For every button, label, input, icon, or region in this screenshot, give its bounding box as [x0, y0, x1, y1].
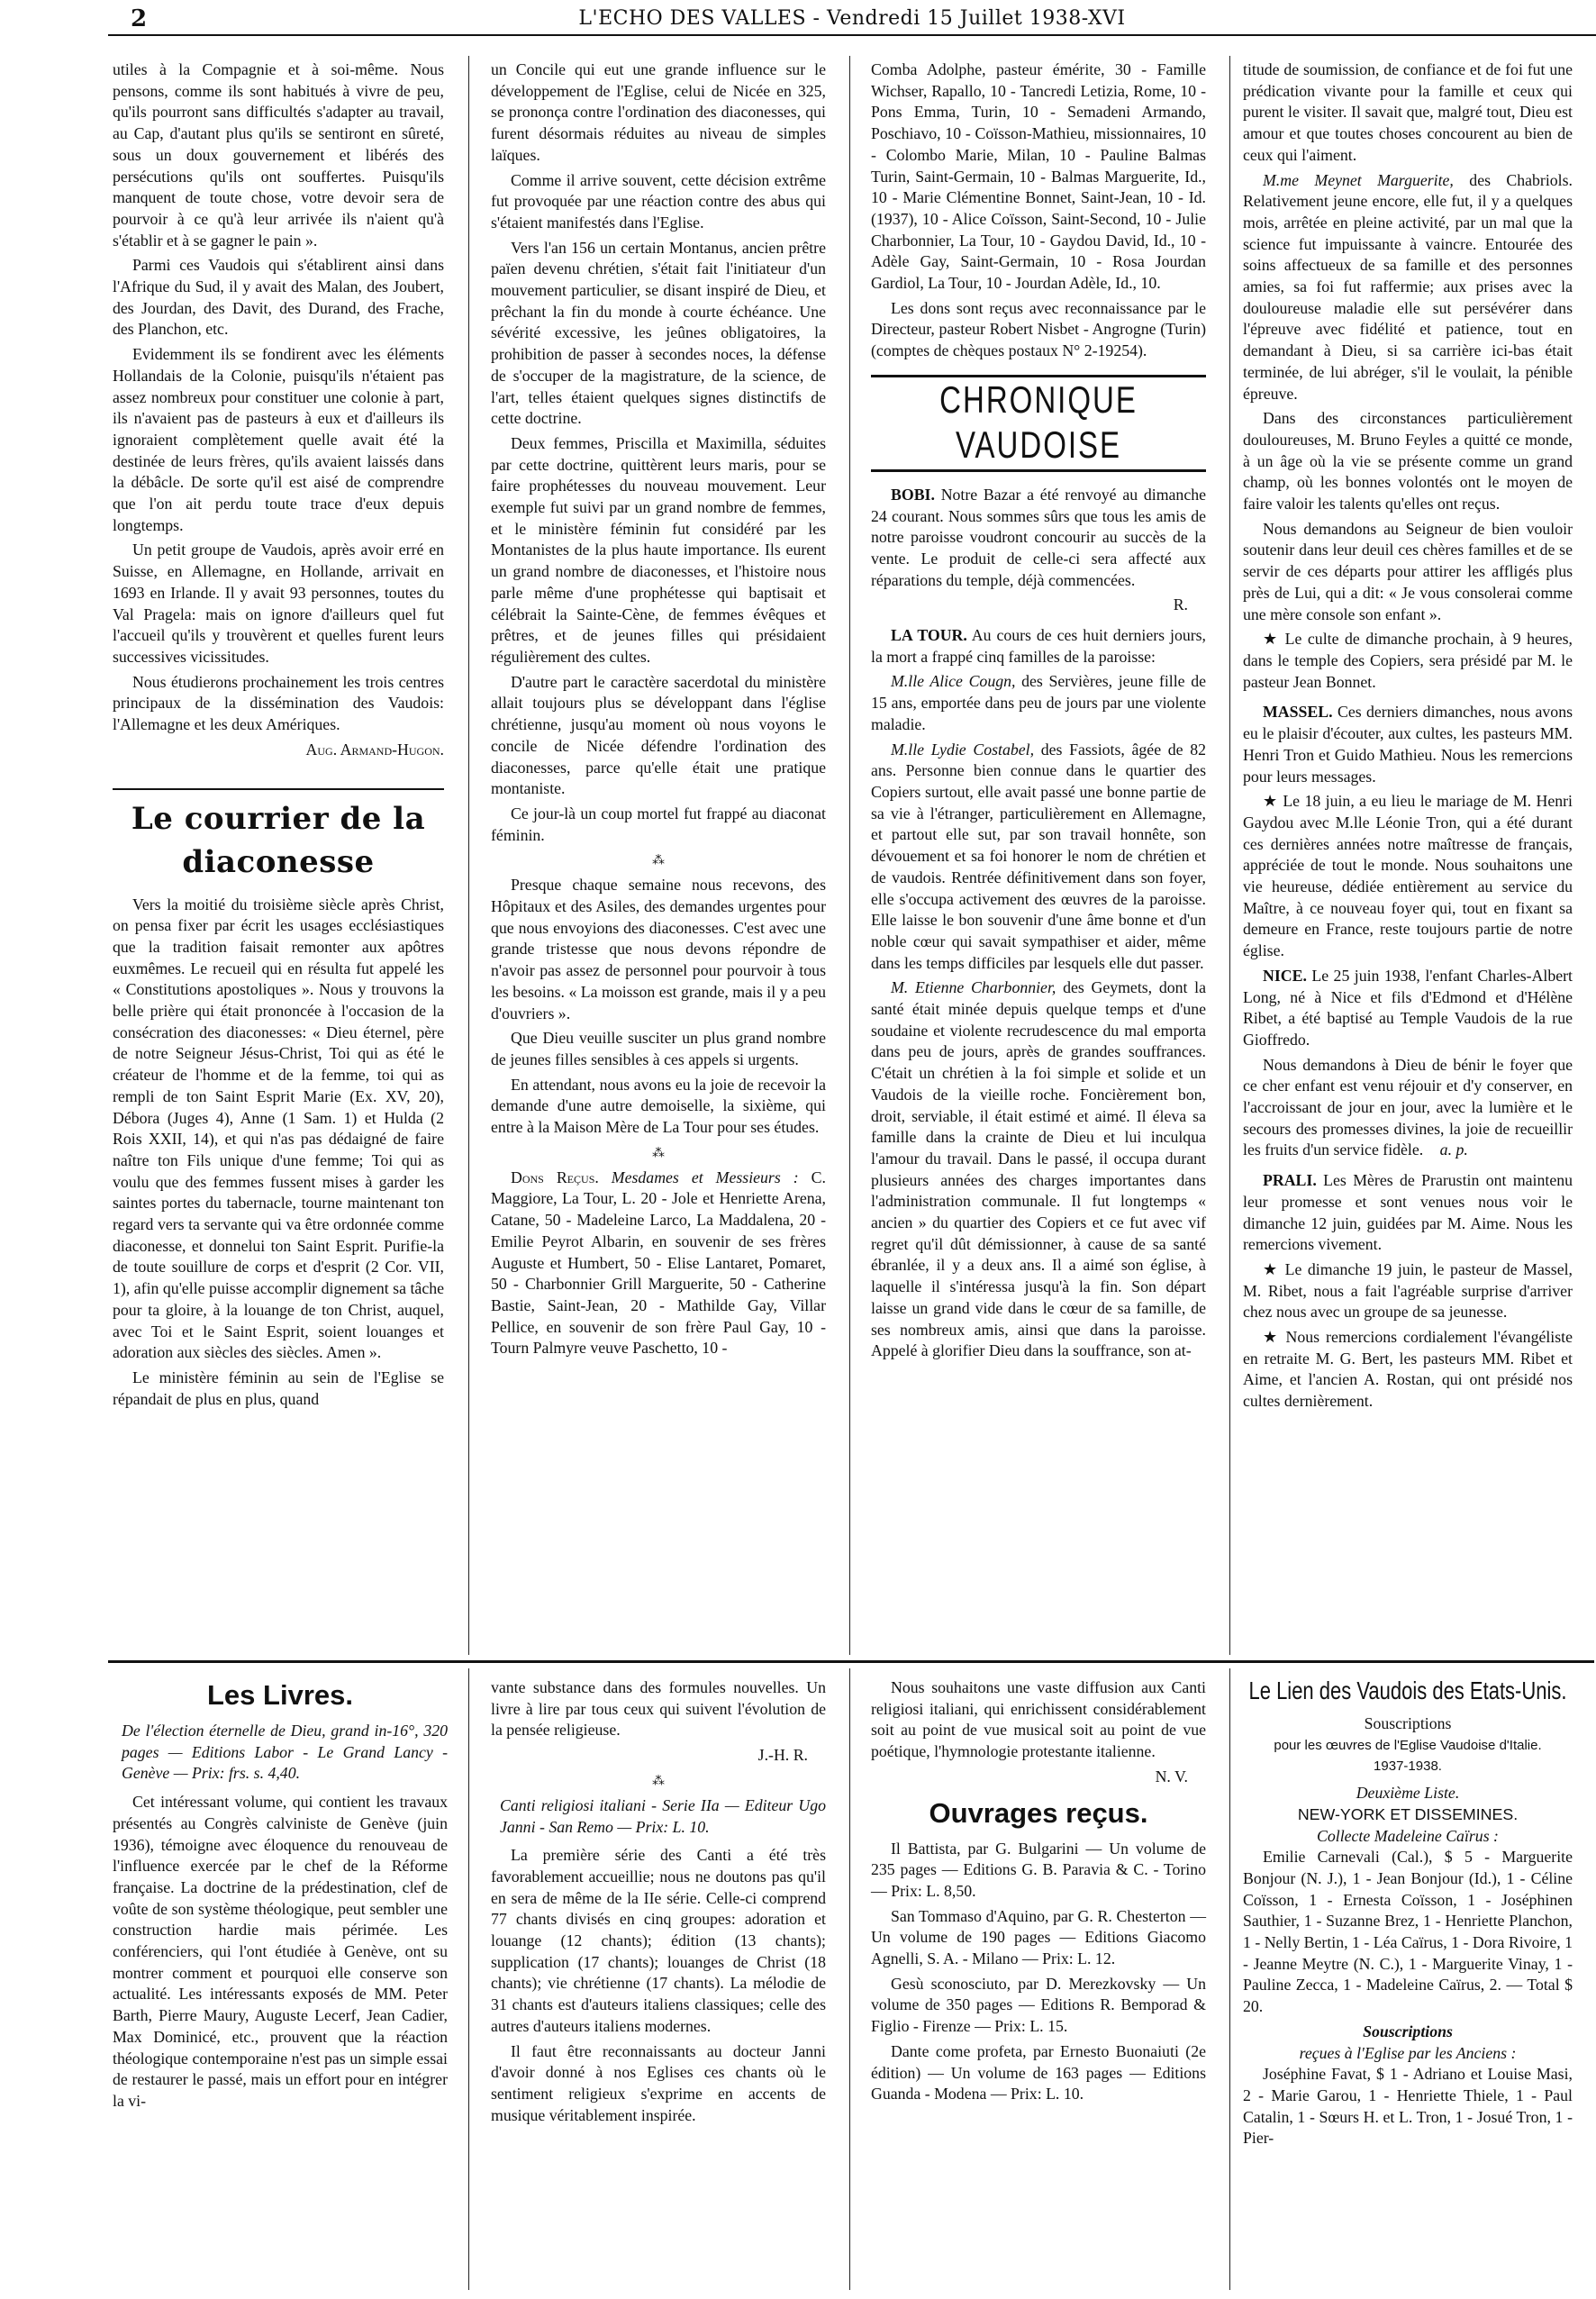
diaconesse-heading: Le courrier de la diaconesse	[131, 800, 426, 880]
column-rule	[468, 56, 469, 1655]
dons-subtitle: Mesdames et Messieurs :	[611, 1168, 799, 1186]
lien-subtitle: Souscriptions	[1364, 1714, 1452, 1732]
article-paragraph: En attendant, nous avons eu la joie de recevoir la demande d'une autre demoiselle, la sixième, qui entre à la Maison Mère de La Tour pour ses études.	[491, 1075, 826, 1137]
livres-column-1	[113, 1677, 448, 2116]
person-name: M. Etienne Charbonnier,	[891, 978, 1056, 997]
page-number: 2	[131, 5, 148, 32]
lien-heading: Le Lien des Vaudois des Etats-Unis.	[1248, 1676, 1567, 1704]
article-paragraph: Vers la moitié du troisième siècle après Christ, on pensa fixer par écrit les usages ecclésiastiques que la tradition faisait remonter aux apôtres euxmêmes. Le recueil qui en résulta fut appelé les « Constitutions apostoliques ». Nous y trouvons la belle prière qui était prononcée à l'occasion de la consécration des diaconesses: « Dieu éternel, père de notre Seigneur Jésus-Christ, Toi qui as été le créateur de l'homme et de la femme, toi qui as rempli de ton Saint Esprit Marie (Ex. XV, 20), Débora (Juges 4), Anne (1 Sam. 1) et Hulda (2 Rois XXII, 14), et qui n'as pas dédaigné de faire naître ton Fils unique d'une femme; Toi qui as voulu que des femmes fussent mises à garder les saintes portes du tabernacle, tourne maintenant ton regard vers ta servante qui va être ordonnée comme diaconesse, et donnelui ton Saint Esprit. Purifie-la de toute souillure de corps et d'esprit (2 Cor. VII, 1), afin qu'elle puisse accomplir dignement sa tâche pour ta gloire, à la louange de ton Christ, auquel, avec Toi et le Saint Esprit, soient louanges et adoration aux siècles des siècles. Amen ».	[113, 895, 444, 1362]
ouvrages-heading: Ouvrages reçus.	[929, 1796, 1148, 1829]
article-paragraph: Les dons sont reçus avec reconnaissance par le Directeur, pasteur Robert Nisbet - Angrogne (Turin) (comptes de chèques postaux N° 2-19254).	[871, 298, 1206, 360]
book-reference: De l'élection éternelle de Dieu, grand in-16°, 320 pages — Editions Labor - Le Grand Lancy - Genève — Prix: frs. s. 4,40.	[122, 1722, 448, 1783]
lien-list-name: Deuxième Liste.	[1356, 1784, 1460, 1803]
article-paragraph: ★ Nous remercions cordialement l'évangéliste en retraite M. G. Bert, les pasteurs MM. Ribet et Aime, et l'ancien A. Rostan, qui ont présidé nos cultes dernièrement.	[1243, 1328, 1573, 1411]
header-rule	[108, 34, 1596, 36]
article-paragraph: Presque chaque semaine nous recevons, des Hôpitaux et des Asiles, des demandes urgentes pour que nous envoyions des diaconesses. C'est avec une grande tristesse que nous devons répondre de n'avoir pas assez de personnel pour pourvoir à tous les besoins. « La moisson est grande, mais il y a peu d'ouvriers ».	[491, 876, 826, 1022]
entry-signature: a. p.	[1439, 1140, 1468, 1159]
section-asterism: ⁂	[652, 854, 665, 868]
place-label: MASSEL.	[1263, 703, 1333, 722]
article-paragraph	[1243, 1055, 1573, 1162]
place-label: BOBI.	[891, 485, 935, 504]
chronique-heading-box	[871, 375, 1206, 472]
chronique-entry	[1243, 702, 1573, 787]
person-name: M.lle Lydie Costabel,	[891, 740, 1035, 759]
article-paragraph: Un petit groupe de Vaudois, après avoir erré en Suisse, en Allemagne, en Hollande, arrivait en 1693 en Irlande. Il y avait 93 personnes, toutes du Val Pragela: mais on ignore d'ailleurs quel fut l'accueil qu'ils y trouvèrent et quelles furent leurs successives vicissitudes.	[113, 541, 444, 666]
person-name: M.lle Alice Cougn,	[891, 672, 1016, 691]
entry-text: Les Mères de Prarustin ont maintenu leur promesse et sont venues nous voir le dimanche 12 juin, guidées par M. Aime. Nous les remercions vivement.	[1243, 1171, 1573, 1254]
ouvrage-item: Dante come profeta, par Ernesto Buonaiuti (2e édition) — Un volume de 163 pages — Editions Guanda - Modena — Prix: L. 10.	[871, 2041, 1206, 2104]
article-paragraph: ★ Le dimanche 19 juin, le pasteur de Massel, M. Ribet, nous a fait l'agréable surprise d'arriver chez nous avec un groupe de sa jeunesse.	[1243, 1259, 1573, 1322]
column-1	[113, 59, 444, 1413]
entry-text: des Fassiots, âgée de 82 ans. Personne bien connue dans le quartier des Copiers surtout, elle avait passé une bonne partie de sa vie à l'étranger, particulièrement en Allemagne, et partout elle sut, par son travail honnête, son dévouement et sa foi honorer le nom de chrétien et de vaudois. Rentrée définitivement dans son foyer, elle s'occupa activement des œuvres de la paroisse. Elle laisse le bon souvenir d'une âme bonne et d'un noble cœur qui savait sympathiser et aider, même dans les temps difficiles par lesquels elle dut passer.	[871, 740, 1207, 972]
lien-column	[1243, 1677, 1573, 2153]
article-paragraph: Deux femmes, Priscilla et Maximilla, séduites par cette doctrine, quittèrent leurs maris, pour se faire prophétesses du nouveau mouvement. Leur exemple fut suivi par un grand nombre de femmes, et le ministère féminin fut considéré par les Montanistes de la plus haute importance. Ils eurent un grand nombre de diaconesses, et l'histoire nous parle même d'une prophétesse qui baptisait et célébrait la Sainte-Cène, de femmes évêques et prêtres, et de jeunes filles qui présidaient régulièrement des cultes.	[491, 433, 826, 666]
article-paragraph: Ce jour-là un coup mortel fut frappé au diaconat féminin.	[491, 804, 826, 844]
entry-text: Nous demandons à Dieu de bénir le foyer que ce cher enfant est venu réjouir et d'y conserver, en l'accroissant de jour en jour, avec la lumière et le secours des promesses divines, la joie de recueillir les fruits d'un service fidèle.	[1243, 1055, 1573, 1159]
chronique-entry	[1243, 966, 1573, 1051]
article-paragraph: un Concile qui eut une grande influence sur le développement de l'Eglise, celui de Nicée en 325, se prononça contre l'ordination des diaconesses, qui furent désormais réduites au niveau de simples laïques.	[491, 60, 826, 164]
article-paragraph: Nous étudierons prochainement les trois centres principaux de la dissémination des Vaudois: l'Allemagne et les deux Amériques.	[113, 672, 444, 734]
column-3	[871, 59, 1206, 1366]
page-header	[108, 0, 1596, 36]
section-asterism: ⁂	[652, 1146, 665, 1160]
article-paragraph: titude de soumission, de confiance et de foi fut une prédication vivante pour la famille et ceux qui purent le visiter. Il savait que, malgré tout, Dieu est amour et que toutes choses concourent au bien de ceux qui l'aiment.	[1243, 60, 1573, 164]
lien-collecte: Collecte Madeleine Caïrus :	[1317, 1826, 1499, 1845]
column-rule	[849, 56, 850, 1655]
article-paragraph: Parmi ces Vaudois qui s'établirent ainsi dans l'Afrique du Sud, il y avait des Malan, des Joubert, des Jourdan, des Davit, des Durand, des Frache, des Planchon, etc.	[113, 256, 444, 339]
article-paragraph: Que Dieu veuille susciter un plus grand nombre de jeunes filles sensibles à ces appels si urgents.	[491, 1029, 826, 1068]
livres-column-2	[491, 1677, 826, 2130]
place-label: PRALI.	[1263, 1171, 1317, 1190]
article-paragraph: D'autre part le caractère sacerdotal du ministère allait toujours plus se développant dans l'église chrétienne, jusqu'au moment où nous voyons le concile de Nicée défendre l'ordination des diaconesses, parce qu'elle était une pratique montaniste.	[491, 672, 826, 798]
article-paragraph: Dans des circonstances particulièrement douloureuses, M. Bruno Feyles a quitté ce monde, à un âge où la vie se présente comme un grand champ, où les bonnes volontés ont le moyen de faire valoir les talents qu'elles ont reçus.	[1243, 409, 1573, 513]
dons-label: Dons Reçus.	[511, 1168, 599, 1186]
person-name: M.me Meynet Marguerite,	[1263, 170, 1454, 189]
article-paragraph: ★ Le 18 juin, a eu lieu le mariage de M. Henri Gaydou avec M.lle Léonie Tron, qui a été durant ces dernières années notre maîtresse de français, appréciée de tout le monde. Nous souhaitons une vie heureuse, dédiée entièrement au service du Maître, à ce nouveau foyer qui, tout en fixant sa demeure en France, reste toujours partie de notre église.	[1243, 792, 1573, 960]
section-rule	[108, 1660, 1594, 1663]
book-review: La première série des Canti a été très favorablement accueillie; nous ne doutons pas qu'il en sera de même de la IIe série. Celle-ci comprend 77 chants divisés en cinq groupes: adoration et louange (12 chants); édition (13 chants); supplication (17 chants); louanges de Christ (18 chants); vie chrétienne (17 chants). La mélodie de 31 chants est d'auteurs italiens classiques; celle des autres d'auteurs italiens modernes.	[491, 1846, 826, 2035]
chronique-entry	[1243, 1170, 1573, 1256]
entry-text: Notre Bazar a été renvoyé au dimanche 24 courant. Nous sommes sûrs que tous les amis de notre paroisse voudront concourir au succès de la vente. Le produit de celle-ci sera affecté aux réparations du temple, déjà commencées.	[871, 485, 1206, 589]
book-review: vante substance dans des formules nouvelles. Un livre à lire par tous ceux qui suivent l'évolution de la pensée religieuse.	[491, 1678, 826, 1740]
column-rule	[1229, 56, 1230, 1655]
entry-text: des Servières, jeune fille de 15 ans, emportée dans peu de jours par une violente maladie.	[871, 672, 1206, 733]
article-paragraph: Comba Adolphe, pasteur émérite, 30 - Famille Wichser, Rapallo, 10 - Tancredi Letizia, Rome, 10 - Pons Emma, Turin, 10 - Semadeni Armando, Poschiavo, 10 - Coïsson-Mathieu, missionnaires, 10 - Colombo Marie, Milan, 10 - Pauline Balmas Turin, Saint-Germain, 10 - Balmas Marguerite, Id., 10 - Marie Clémentine Bonnet, Saint-Jean, 10 - Id. (1937), 10 - Alice Coïsson, Saint-Second, 10 - Julie Charbonnier, La Tour, 10 - Gaydou David, Id., 10 - Adèle Gay, Saint-Germain, 10 - Rosa Jourdan Gardiol, La Tour, 10 - Jourdan Adèle, Id., 10.	[871, 60, 1206, 293]
column-rule	[468, 1668, 469, 2290]
dons-paragraph	[491, 1168, 826, 1359]
lien-donors: Joséphine Favat, $ 1 - Adriano et Louise Masi, 2 - Marie Garou, 1 - Henriette Thiele, 1 - Paul Catalin, 1 - Sœurs H. et L. Tron, 1 - Josué Tron, 1 - Pier-	[1243, 2065, 1573, 2148]
book-review: Cet intéressant volume, qui contient les travaux présentés au Congrès calviniste de Genève (juin 1936), témoigne avec éloquence du renouveau de l'influence exercée par le chef de la Réforme française. La doctrine de la prédestination, clef de voûte de son système théologique, peut sembler une construction hardie mais périmée. Les conférenciers, qui l'ont étudiée à Genève, ont su montrer comment et pourquoi elle conserve son actualité. Les intéressants exposés de MM. Peter Barth, Pierre Maury, Auguste Lecerf, Jean Cadier, Max Dominicé, etc., prouvent que la réaction théologique contemporaine n'est pas un simple essai de restaurer le passé, mais un effort pour en intégrer la vi-	[113, 1793, 448, 2110]
article-paragraph: ★ Le culte de dimanche prochain, à 9 heures, dans le temple des Copiers, sera présidé par M. le pasteur Jean Bonnet.	[1243, 630, 1573, 691]
column-4	[1243, 59, 1573, 1416]
obituary-paragraph	[871, 671, 1206, 735]
entry-text: Au cours de ces huit derniers jours, la mort a frappé cinq familles de la paroisse:	[871, 626, 1207, 666]
livres-heading: Les Livres.	[207, 1679, 353, 1711]
entry-text: des Chabriols. Relativement jeune encore, elle fut, il y a quelques mois, arrêtée en pleine activité, par un mal que la science fut impuissante à vaincre. Entourée des soins affectueux de sa famille et des personnes amies, sa foi fut raffermie; aux prises avec la douloureuse maladie elle sut persévérer dans l'épreuve avec fidélité et patience, tout en demandant à Dieu, si sa carrière ici-bas était terminée, de lui abréger, s'il le voulait, la pénible épreuve.	[1243, 170, 1573, 403]
article-paragraph: Comme il arrive souvent, cette décision extrême fut provoquée par une réaction contre des abus qui s'étaient manifestés dans l'Eglise.	[491, 170, 826, 232]
lien-years: 1937-1938.	[1374, 1758, 1442, 1775]
book-review: Il faut être reconnaissants au docteur Janni d'avoir donné à nos Eglises ces chants où le sentiment religieux s'exprime en accents de musique véritablement inspirée.	[491, 2041, 826, 2124]
lien-souscriptions: Souscriptions	[1363, 2022, 1453, 2040]
column-2	[491, 59, 826, 1363]
ouvrage-item: Il Battista, par G. Bulgarini — Un volume de 235 pages — Editions G. B. Paravia & C. - Torino — Prix: L. 8,50.	[871, 1839, 1206, 1900]
book-review: Nous souhaitons une vaste diffusion aux Canti religiosi italiani, qui enrichissent considérablement soit au point de vue musical soit au point de vue poétique, l'hymnologie protestante italienne.	[871, 1678, 1206, 1761]
entry-text: Ces derniers dimanches, nous avons eu le plaisir d'écouter, aux cultes, les pasteurs MM. Henri Tron et Guido Mathieu. Nous les remercions pour leurs messages.	[1243, 703, 1573, 786]
obituary-paragraph	[871, 977, 1206, 1362]
article-rule	[113, 788, 444, 790]
place-label: LA TOUR.	[891, 626, 967, 645]
entry-text: Le 25 juin 1938, l'enfant Charles-Albert Long, né à Nice et fils d'Edmond et d'Hélène Ribet, a été baptisé au Temple Vaudois de la rue Gioffredo.	[1243, 966, 1573, 1049]
masthead-line: L'ECHO DES VALLES - Vendredi 15 Juillet 1938-XVI	[578, 7, 1126, 30]
lien-donors: Emilie Carnevali (Cal.), $ 5 - Marguerite Bonjour (N. J.), 1 - Jean Bonjour (Id.), 1 - Céline Coïsson, 1 - Ernesta Coïsson, 1 - Joséphinen Sauthier, 1 - Suzanne Brez, 1 - Henriette Planchon, 1 - Nelly Bertin, 1 - Léa Caïrus, 1 - Dora Rivoire, 1 - Jeanne Meytre (N. C.), 1 - Marguerite Vinay, 1 - Pauline Zecca, 1 - Madeleine Caïrus, 2. — Total $ 20.	[1243, 1848, 1573, 2016]
article-paragraph: Nous demandons au Seigneur de bien vouloir soutenir dans leur deuil ces chères familles et de se servir de ces départs pour attirer les affligés plus près de Lui, qui a dit: « Je vous consolerai comme une mère console son enfant ».	[1243, 519, 1573, 623]
article-paragraph: Vers l'an 156 un certain Montanus, ancien prêtre païen devenu chrétien, s'était fait l'initiateur d'un mouvement particulier, se disant inspiré de Dieu, et prêchant la fin du monde à courte échéance. Une sévérité excessive, les jeûnes obligatoires, la prohibition de passer à secondes noces, la défense de s'occuper de la magistrature, de la science, de l'art, telles étaient quelques signes distinctifs de cette doctrine.	[491, 238, 826, 428]
ouvrage-item: Gesù sconosciuto, par D. Merezkovsky — Un volume de 350 pages — Editions R. Bemporad & Figlio - Firenze — Prix: L. 15.	[871, 1974, 1206, 2036]
review-signature: N. V.	[1155, 1767, 1188, 1786]
chronique-entry	[871, 625, 1206, 668]
place-label: NICE.	[1263, 966, 1307, 985]
section-asterism: ⁂	[652, 1774, 665, 1788]
obituary-paragraph	[1243, 170, 1573, 405]
entry-text: des Geymets, dont la santé était minée depuis quelque temps et d'une soudaine et violente recrudescence du mal emporta dans peu de jours, après de grandes souffrances. C'était un chrétien à la foi simple et solide et un Vaudois de la vieille roche. Foncièrement bon, droit, serviable, il était estimé et aimé. Il éleva sa famille dans la crainte de Dieu et lui inculqua l'amour du travail. Dans le passé, il occupa durant plusieurs années des charges importantes dans l'administration communale. Il fut longtemps « ancien » du quartier des Copiers et ce fut avec vif regret qu'il dût démissionner, à cause de sa santé ébranlée, il y a deux ans. Il a aimé son église, à laquelle il s'intéressa jusqu'à la fin. Son départ laisse un grand vide dans le cœur de sa famille, de ses nombreux amis, ainsi que dans la paroisse. Appelé à glorifier Dieu dans la souffrance, son at-	[871, 978, 1206, 1360]
obituary-paragraph	[871, 740, 1206, 975]
lien-souscriptions-sub: reçues à l'Eglise par les Anciens :	[1299, 2043, 1517, 2062]
entry-signature: R.	[1173, 595, 1188, 614]
lien-subtitle: pour les œuvres de l'Eglise Vaudoise d'Italie.	[1274, 1737, 1542, 1753]
chronique-heading: CHRONIQUE VAUDOISE	[939, 378, 1138, 466]
dons-list: C. Maggiore, La Tour, L. 20 - Jole et Henriette Arena, Catane, 50 - Madeleine Larco, La Maddalena, 20 - Emilie Peyrot Albarin, en souvenir de ses frères Auguste et Humbert, 50 - Elise Lantaret, Pomaret, 50 - Charbonnier Grill Marguerite, 50 - Catherine Bastie, Saint-Jean, 20 - Mathilde Gay, Villar Pellice, en souvenir de son frère Paul Gay, 10 - Tourn Palmyre veuve Paschetto, 10 -	[491, 1168, 826, 1358]
ouvrage-item: San Tommaso d'Aquino, par G. R. Chesterton — Un volume de 190 pages — Editions Giacomo Agnelli, S. A. - Milano — Prix: L. 12.	[871, 1906, 1206, 1968]
article-paragraph: utiles à la Compagnie et à soi-même. Nous pensons, comme ils sont habitués à vivre de peu, qu'ils pourront sans difficultés s'adapter au travail, au Cap, d'autant plus qu'ils se sentiront en sûreté, sous un doux gouvernement et libérés des persécutions qu'ils ont souffertes. Puisqu'ils manquent de toute chose, votre devoir sera de pourvoir à ce qu'à leur arrivée ils n'aient qu'à s'établir et à se gagner le pain ».	[113, 60, 444, 250]
lien-place: NEW-YORK ET DISSEMINES.	[1297, 1804, 1519, 1823]
column-rule	[1229, 1668, 1230, 2290]
ouvrages-column	[871, 1677, 1206, 2109]
review-signature: J.-H. R.	[757, 1746, 808, 1765]
book-reference: Canti religiosi italiani - Serie IIa — Editeur Ugo Janni - San Remo — Prix: L. 10.	[500, 1795, 826, 1836]
article-paragraph: Evidemment ils se fondirent avec les éléments Hollandais de la Colonie, puisqu'ils n'étaient pas assez nombreux pour constituer une colonie à part, ils n'avaient pas de pasteurs à eux et d'ailleurs ils ignoraient complètement quelle avait été la destinée de leurs frères, qu'ils avaient laissés dans la débâcle. De sorte qu'il est aisé de comprendre que l'on ait perdu toute trace d'eux depuis longtemps.	[113, 345, 444, 534]
chronique-entry	[871, 485, 1206, 592]
article-signature: Aug. Armand-Hugon.	[305, 740, 444, 759]
column-rule	[849, 1668, 850, 2290]
article-paragraph: Le ministère féminin au sein de l'Eglise se répandait de plus en plus, quand	[113, 1368, 444, 1408]
